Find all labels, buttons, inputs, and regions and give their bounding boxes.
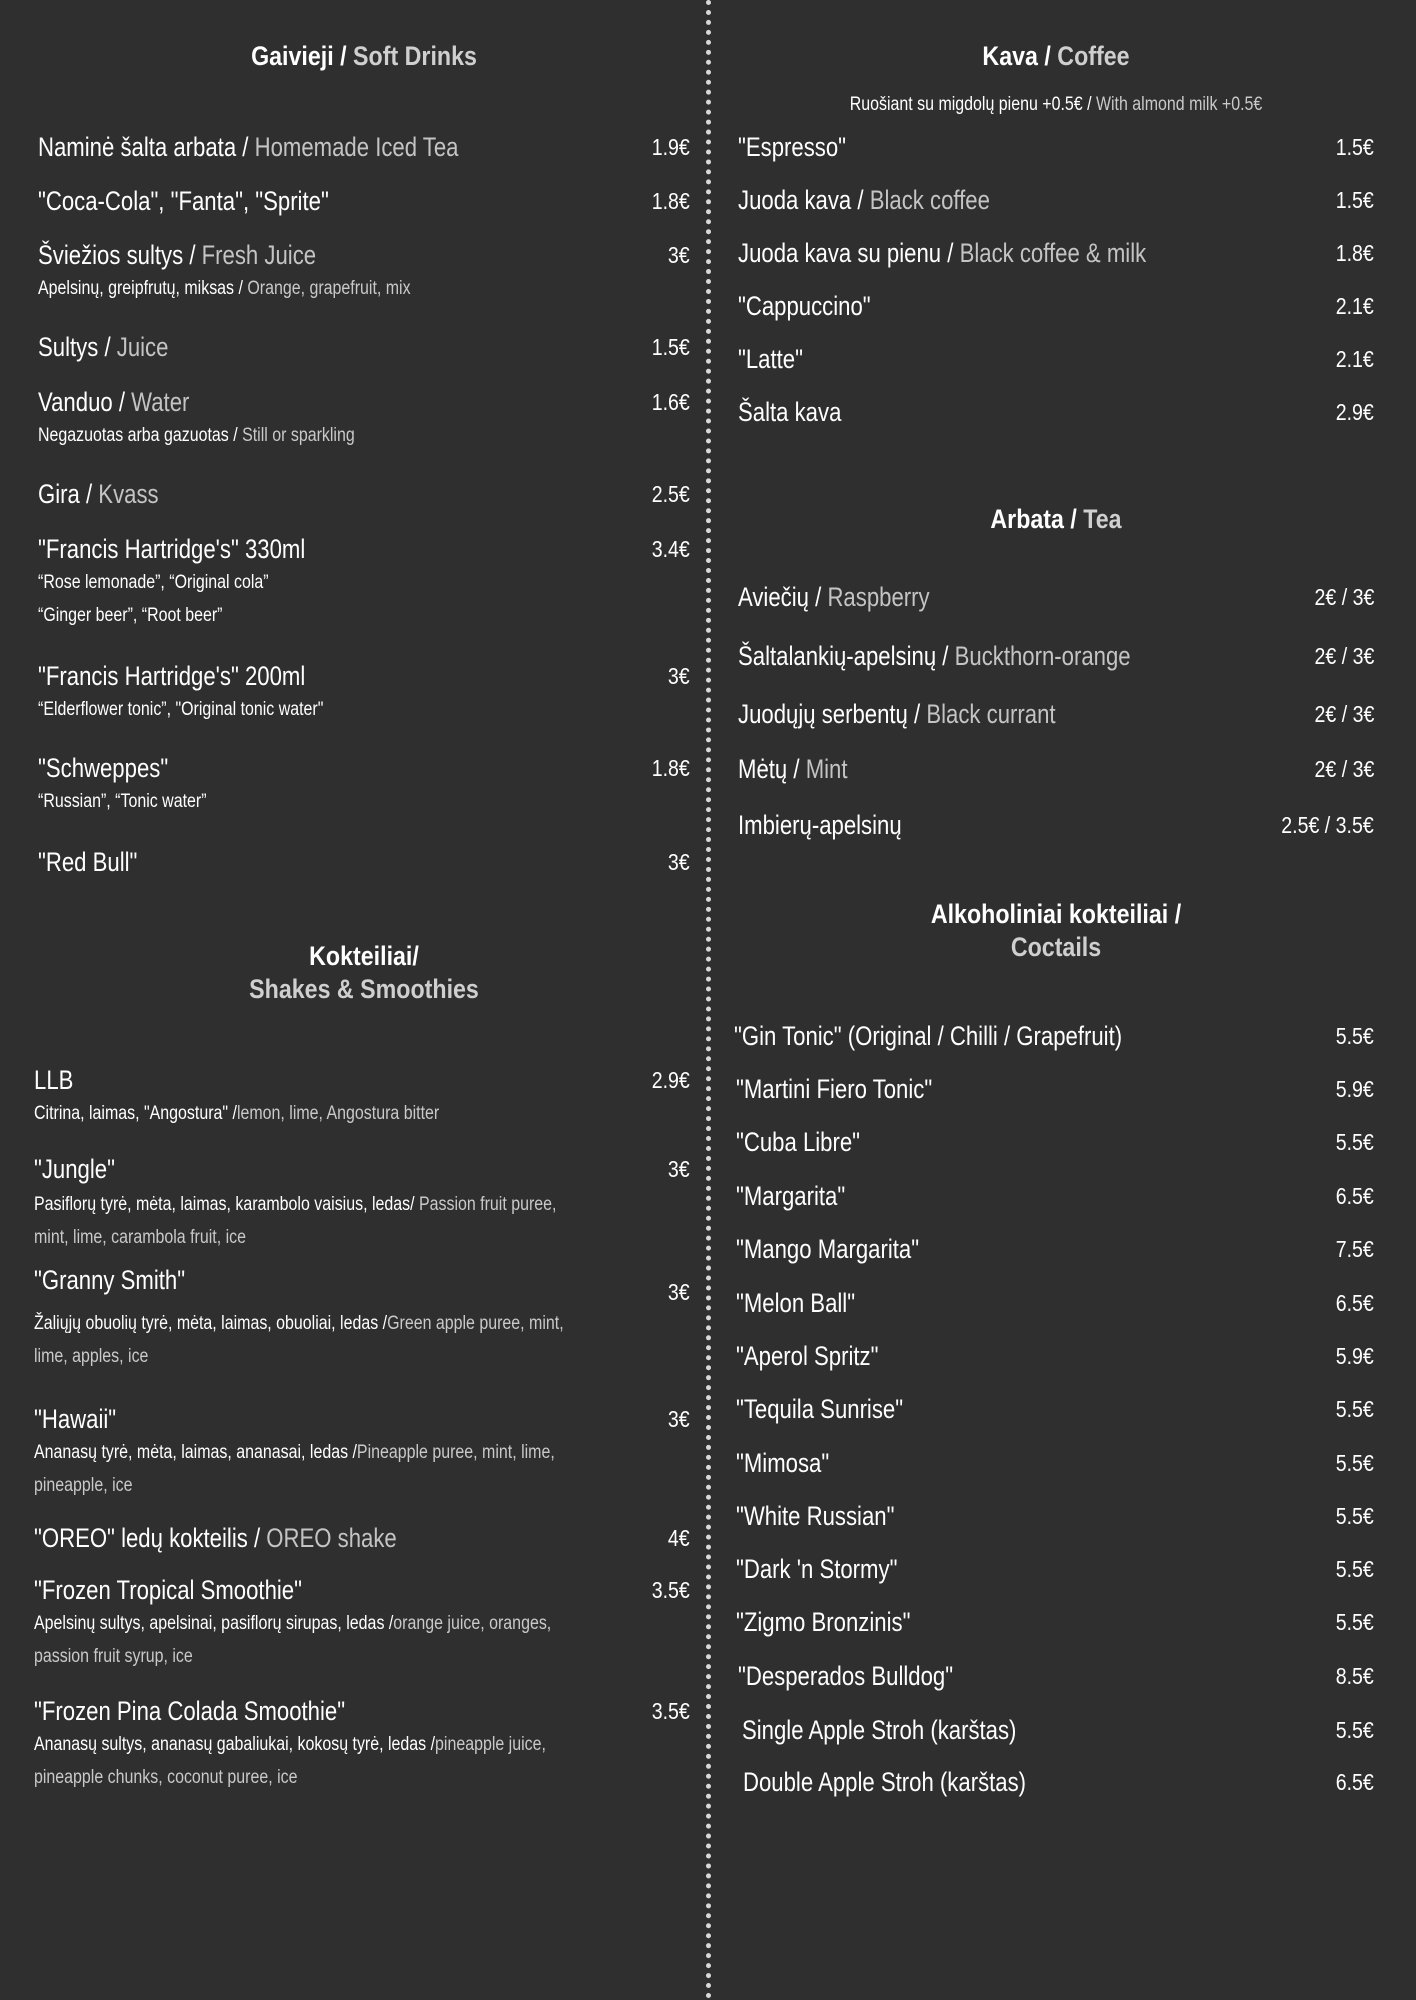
menu-item: Imbierų-apelsinų 2.5€ / 3.5€ (738, 810, 1374, 840)
menu-item: Single Apple Stroh (karštas) 5.5€ (742, 1715, 1374, 1745)
item-price: 2€ / 3€ (1314, 756, 1374, 782)
item-price: 4€ (668, 1525, 690, 1551)
item-description: “Elderflower tonic”, "Original tonic water" (38, 699, 324, 720)
menu-item: Juoda kava / Black coffee 1.5€ (738, 185, 1374, 215)
menu-item: "Latte" 2.1€ (738, 344, 1374, 374)
item-price: 1.9€ (651, 134, 690, 160)
item-description: Žaliųjų obuolių tyrė, mėta, laimas, obuoliai, ledas /Green apple puree, mint, (34, 1313, 564, 1334)
menu-item: Sultys / Juice 1.5€ (38, 332, 690, 362)
item-price: 5.9€ (1335, 1076, 1374, 1102)
menu-item: Gira / Kvass 2.5€ (38, 479, 690, 509)
item-price: 5.5€ (1335, 1450, 1374, 1476)
item-price: 5.5€ (1335, 1023, 1374, 1049)
item-description: Pasiflorų tyrė, mėta, laimas, karambolo vaisius, ledas/ Passion fruit puree, (34, 1194, 557, 1215)
menu-item: "Schweppes" 1.8€ “Russian”, “Tonic water” (38, 751, 690, 818)
menu-item: Double Apple Stroh (karštas) 6.5€ (743, 1767, 1374, 1797)
item-price: 1.8€ (651, 755, 690, 781)
item-price: 5.9€ (1335, 1343, 1374, 1369)
item-price: 3€ (668, 1279, 690, 1305)
item-price: 2€ / 3€ (1314, 643, 1374, 669)
item-price: 2.1€ (1335, 293, 1374, 319)
menu-item: Juoda kava su pienu / Black coffee & milk 1.8€ (738, 238, 1374, 268)
item-price: 2.5€ (651, 481, 690, 507)
menu-item: "Mango Margarita" 7.5€ (736, 1234, 1374, 1264)
item-description: mint, lime, carambola fruit, ice (34, 1227, 246, 1248)
menu-item: Vanduo / Water 1.6€ Negazuotas arba gazuotas / Still or sparkling (38, 385, 690, 452)
soft-drinks-title: Gaivieji / Soft Drinks (251, 41, 477, 71)
menu-item: Šaltalankių-apelsinų / Buckthorn-orange 2€ / 3€ (738, 641, 1374, 671)
menu-item: "White Russian" 5.5€ (736, 1501, 1374, 1531)
item-description: Apelsinų sultys, apelsinai, pasiflorų sirupas, ledas /orange juice, oranges, (34, 1613, 552, 1634)
item-price: 5.5€ (1335, 1609, 1374, 1635)
menu-item: Naminė šalta arbata / Homemade Iced Tea 1.9€ (38, 132, 690, 162)
item-price: 3€ (668, 663, 690, 689)
item-price: 7.5€ (1335, 1236, 1374, 1262)
item-price: 3€ (668, 242, 690, 268)
item-price: 1.8€ (651, 188, 690, 214)
menu-item: "Frozen Tropical Smoothie" 3.5€ Apelsinų sultys, apelsinai, pasiflorų sirupas, ledas /orange juice, oranges, passion fruit syrup, ice (34, 1573, 690, 1673)
menu-item: "Jungle" 3€ Pasiflorų tyrė, mėta, laimas, karambolo vaisius, ledas/ Passion fruit puree, mint, lime, carambola fruit, ice (34, 1152, 690, 1254)
menu-item: "Dark 'n Stormy" 5.5€ (736, 1554, 1374, 1584)
item-price: 3.5€ (651, 1577, 690, 1603)
menu-item: "Melon Ball" 6.5€ (736, 1288, 1374, 1318)
coffee-title: Kava / Coffee (982, 41, 1130, 71)
item-price: 5.5€ (1335, 1129, 1374, 1155)
item-description: Apelsinų, greipfrutų, miksas / Orange, grapefruit, mix (38, 278, 411, 299)
menu-item: "Cuba Libre" 5.5€ (736, 1127, 1374, 1157)
menu-item: Juodųjų serbentų / Black currant 2€ / 3€ (738, 699, 1374, 729)
item-price: 5.5€ (1335, 1717, 1374, 1743)
menu-item: "Martini Fiero Tonic" 5.9€ (736, 1074, 1374, 1104)
item-price: 3.5€ (651, 1698, 690, 1724)
item-description: “Russian”, “Tonic water” (38, 791, 207, 812)
menu-item: "Frozen Pina Colada Smoothie" 3.5€ Ananasų sultys, ananasų gabaliukai, kokosų tyrė, ledas /pineapple juice, pineapple chunks, coconut puree, ice (34, 1694, 690, 1794)
menu-item: "Aperol Spritz" 5.9€ (736, 1341, 1374, 1371)
item-price: 1.5€ (1335, 134, 1374, 160)
menu-item: Šalta kava 2.9€ (738, 397, 1374, 427)
column-divider (706, 0, 711, 2000)
almond-milk-note: Ruošiant su migdolų pienu +0.5€ / With almond milk +0.5€ (849, 94, 1263, 115)
item-price: 2€ / 3€ (1314, 701, 1374, 727)
menu-item: "Tequila Sunrise" 5.5€ (736, 1394, 1374, 1424)
item-price: 8.5€ (1335, 1663, 1374, 1689)
item-price: 5.5€ (1335, 1396, 1374, 1422)
menu-item: "Francis Hartridge's" 330ml 3.4€ “Rose lemonade”, “Original cola” “Ginger beer”, “Root beer” (38, 532, 690, 632)
item-description: “Ginger beer”, “Root beer” (38, 605, 223, 626)
tea-title: Arbata / Tea (990, 504, 1122, 534)
item-price: 6.5€ (1335, 1769, 1374, 1795)
item-price: 5.5€ (1335, 1556, 1374, 1582)
item-price: 3€ (668, 849, 690, 875)
item-price: 3€ (668, 1406, 690, 1432)
menu-item: "OREO" ledų kokteilis / OREO shake 4€ (34, 1523, 690, 1553)
item-description: passion fruit syrup, ice (34, 1646, 193, 1667)
menu-item: "Coca-Cola", "Fanta", "Sprite" 1.8€ (38, 186, 690, 216)
item-price: 1.8€ (1335, 240, 1374, 266)
menu-item: "Francis Hartridge's" 200ml 3€ “Elderflower tonic”, "Original tonic water" (38, 659, 690, 726)
item-price: 1.6€ (651, 389, 690, 415)
item-price: 2.1€ (1335, 346, 1374, 372)
menu-item: "Hawaii" 3€ Ananasų tyrė, mėta, laimas, ananasai, ledas /Pineapple puree, mint, lime, pineapple, ice (34, 1402, 690, 1502)
menu-item: "Margarita" 6.5€ (736, 1181, 1374, 1211)
item-description: Ananasų tyrė, mėta, laimas, ananasai, ledas /Pineapple puree, mint, lime, (34, 1442, 555, 1463)
item-description: pineapple, ice (34, 1475, 133, 1496)
menu-item: "Red Bull" 3€ (38, 847, 690, 877)
item-description: Negazuotas arba gazuotas / Still or sparkling (38, 425, 355, 446)
menu-item: "Gin Tonic" (Original / Chilli / Grapefruit) 5.5€ (734, 1021, 1374, 1051)
shakes-title: Kokteiliai/ Shakes & Smoothies (249, 941, 479, 1004)
item-price: 3.4€ (651, 536, 690, 562)
item-description: “Rose lemonade”, “Original cola” (38, 572, 269, 593)
item-price: 2.9€ (1335, 399, 1374, 425)
menu-item: "Zigmo Bronzinis" 5.5€ (736, 1607, 1374, 1637)
item-price: 2.5€ / 3.5€ (1281, 812, 1374, 838)
menu-item: Aviečių / Raspberry 2€ / 3€ (738, 582, 1374, 612)
item-price: 1.5€ (1335, 187, 1374, 213)
item-price: 3€ (668, 1156, 690, 1182)
menu-item: "Desperados Bulldog" 8.5€ (738, 1661, 1374, 1691)
item-price: 2.9€ (651, 1067, 690, 1093)
item-price: 6.5€ (1335, 1290, 1374, 1316)
item-price: 1.5€ (651, 334, 690, 360)
menu-item: LLB 2.9€ Citrina, laimas, "Angostura" /lemon, lime, Angostura bitter (34, 1063, 690, 1130)
item-price: 6.5€ (1335, 1183, 1374, 1209)
item-description: pineapple chunks, coconut puree, ice (34, 1767, 298, 1788)
item-price: 5.5€ (1335, 1503, 1374, 1529)
item-description: lime, apples, ice (34, 1346, 149, 1367)
menu-item: "Espresso" 1.5€ (738, 132, 1374, 162)
menu-item: Šviežios sultys / Fresh Juice 3€ Apelsinų, greipfrutų, miksas / Orange, grapefruit, mix (38, 238, 690, 305)
item-description: Citrina, laimas, "Angostura" /lemon, lime, Angostura bitter (34, 1103, 440, 1124)
cocktails-title: Alkoholiniai kokteiliai / Coctails (930, 899, 1182, 962)
item-description: Ananasų sultys, ananasų gabaliukai, kokosų tyrė, ledas /pineapple juice, (34, 1734, 546, 1755)
menu-item: "Granny Smith" 3€ Žaliųjų obuolių tyrė, mėta, laimas, obuoliai, ledas /Green apple puree, mint, lime, apples, ice (34, 1263, 690, 1373)
item-price: 2€ / 3€ (1314, 584, 1374, 610)
menu-item: Mėtų / Mint 2€ / 3€ (738, 754, 1374, 784)
menu-item: "Cappuccino" 2.1€ (738, 291, 1374, 321)
menu-item: "Mimosa" 5.5€ (736, 1448, 1374, 1478)
